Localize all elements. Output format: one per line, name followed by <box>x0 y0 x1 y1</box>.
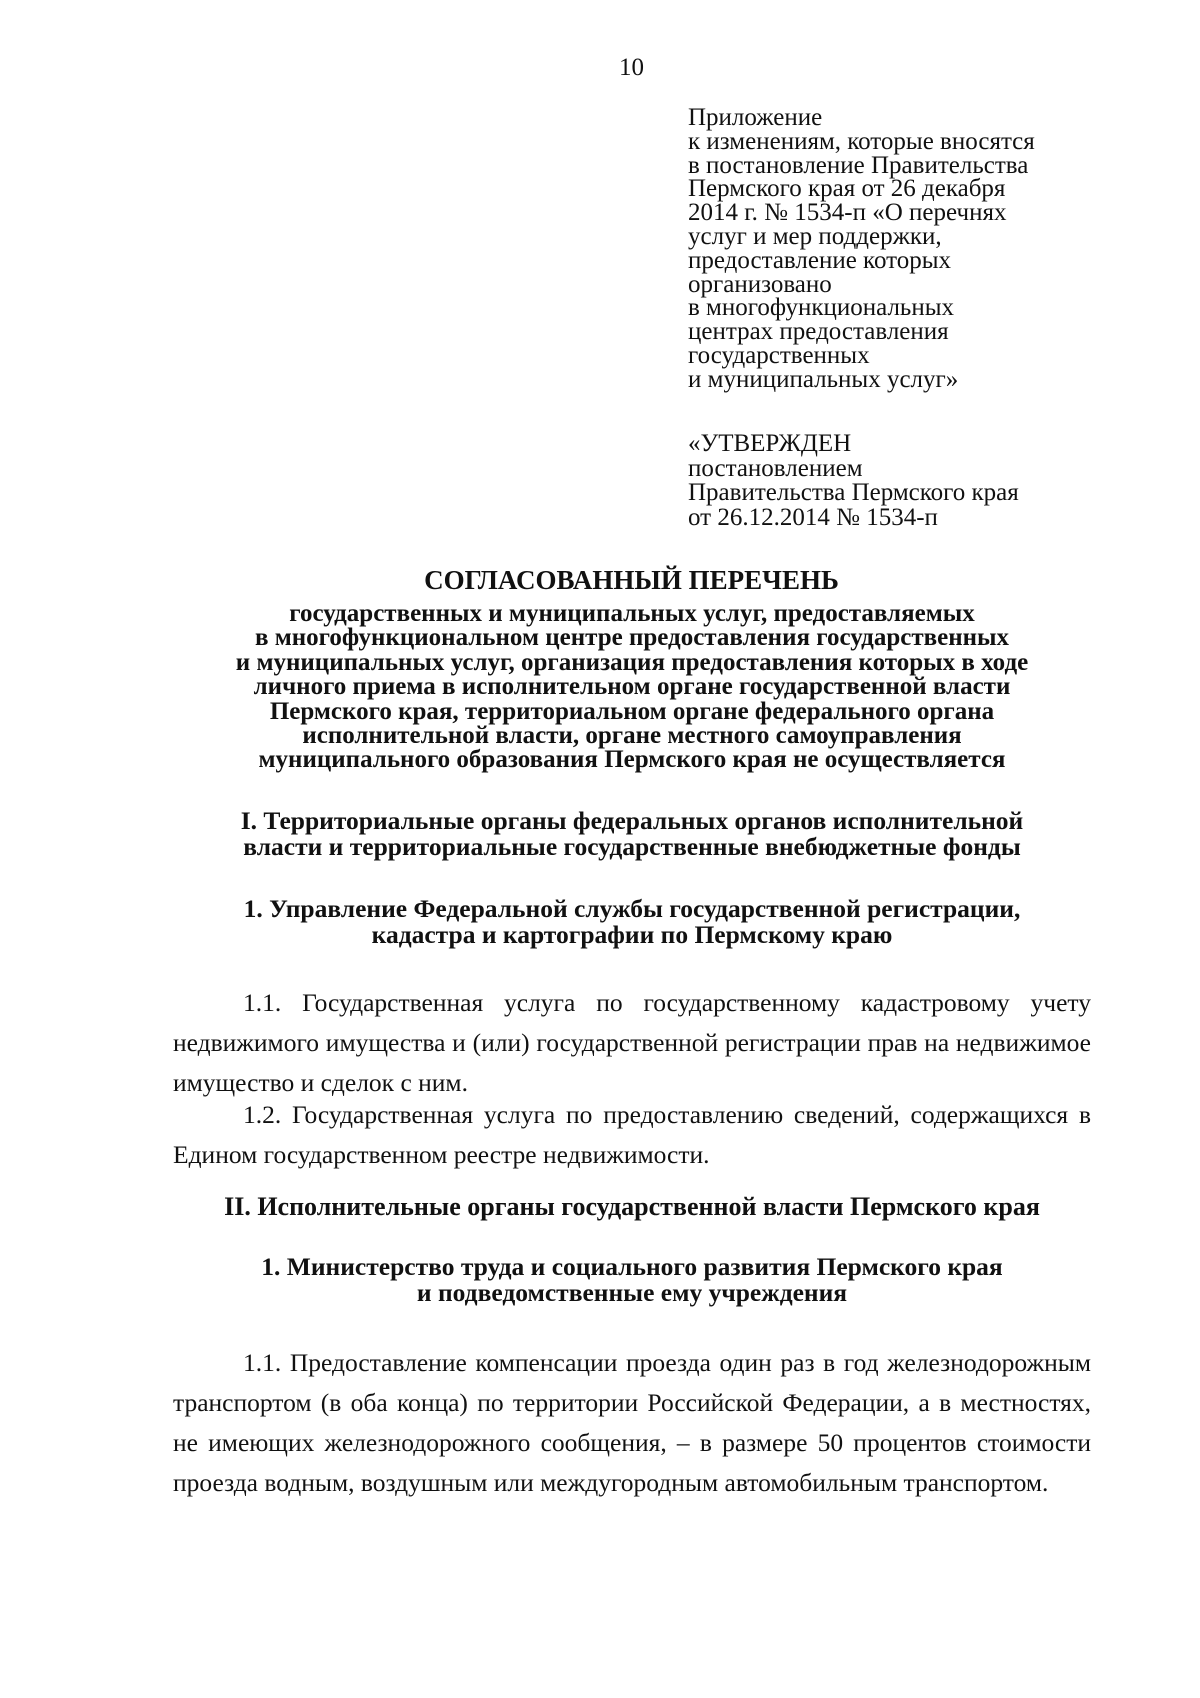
subtitle-line: Пермского края, территориальном органе федерального органа <box>269 697 995 725</box>
subtitle-line: государственных и муниципальных услуг, предоставляемых <box>289 600 975 627</box>
appendix-line: в многофункциональных <box>688 294 954 322</box>
appendix-line: центрах предоставления <box>688 318 949 346</box>
approval-stamp-text <box>688 432 1108 530</box>
subtitle-line: исполнительной власти, органе местного самоуправления <box>302 722 962 750</box>
section-1-subheading <box>173 896 1091 948</box>
item-1-1-ministry-labor: 1.1. Предоставление компенсации проезда один раз в год железнодорожным транспортом (в оба конца) по территории Российской Федерации, а в местностях, не имеющих железнодорожного сообщения, – в размере 50 процентов стоимости проезда водным, воздушным или междугородным автомобильным транспортом. <box>173 1348 1091 1497</box>
approval-line: Правительства Пермского края <box>688 479 1019 506</box>
subtitle-line: и муниципальных услуг, организация предоставления которых в ходе <box>235 648 1029 676</box>
document-title: СОГЛАСОВАННЫЙ ПЕРЕЧЕНЬ <box>424 565 839 595</box>
heading-line: и подведомственные ему учреждения <box>416 1278 848 1307</box>
appendix-line: к изменениям, которые вносятся <box>688 127 1035 155</box>
appendix-line: в постановление Правительства <box>688 151 1029 179</box>
appendix-line: Приложение <box>688 104 823 131</box>
heading-line: кадастра и картографии по Пермскому краю <box>371 920 893 949</box>
approval-line: постановлением <box>688 454 863 482</box>
item-1-2-rosreestr: 1.2. Государственная услуга по предоставлению сведений, содержащихся в Едином государственном реестре недвижимости. <box>173 1100 1091 1169</box>
section-2-subheading <box>173 1254 1091 1306</box>
section-2-heading: II. Исполнительные органы государственной власти Пермского края <box>224 1192 1040 1221</box>
appendix-line: организовано <box>688 270 832 298</box>
approval-line: «УТВЕРЖДЕН <box>688 430 852 457</box>
page-number: 10 <box>619 54 644 81</box>
section-1-heading <box>173 808 1091 860</box>
approval-line: от 26.12.2014 № 1534-п <box>688 503 938 531</box>
appendix-line: государственных <box>688 341 870 369</box>
subtitle-line: личного приема в исполнительном органе государственной власти <box>253 673 1011 701</box>
subtitle-line: муниципального образования Пермского края не осуществляется <box>258 746 1006 774</box>
subtitle-line: в многофункциональном центре предоставления государственных <box>254 624 1010 652</box>
appendix-line: Пермского края от 26 декабря <box>688 175 1006 203</box>
heading-line: 1. Управление Федеральной службы государственной регистрации, <box>243 894 1021 923</box>
heading-line: власти и территориальные государственные внебюджетные фонды <box>243 832 1021 861</box>
appendix-line: 2014 г. № 1534-п «О перечнях <box>688 199 1007 227</box>
document-subtitle <box>173 602 1091 773</box>
heading-line: 1. Министерство труда и социального развития Пермского края <box>261 1252 1003 1281</box>
appendix-line: услуг и мер поддержки, <box>688 222 942 250</box>
appendix-line: и муниципальных услуг» <box>688 365 959 393</box>
item-1-1-rosreestr: 1.1. Государственная услуга по государственному кадастровому учету недвижимого имущества и (или) государственной регистрации прав на недвижимое имущество и сделок с ним. <box>173 988 1091 1097</box>
appendix-note <box>688 106 1108 392</box>
heading-line: I. Территориальные органы федеральных органов исполнительной <box>240 806 1024 835</box>
appendix-line: предоставление которых <box>688 246 952 274</box>
